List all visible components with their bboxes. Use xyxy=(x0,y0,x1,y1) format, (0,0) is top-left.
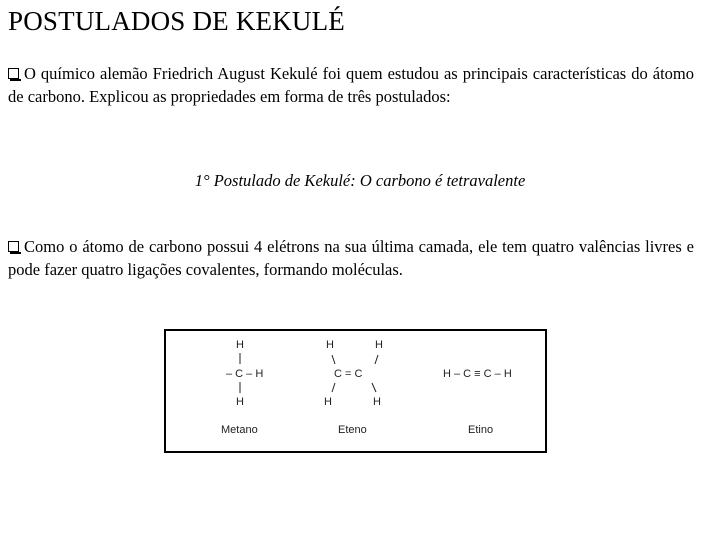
metano-top-h: H xyxy=(236,339,244,351)
explanation-text: Como o átomo de carbono possui 4 elétrons na sua última camada, ele tem quatro valências livres e pode fazer quatro ligações covalentes, formando moléculas. xyxy=(8,237,694,279)
intro-paragraph xyxy=(8,62,694,108)
eteno-bond-br xyxy=(372,383,376,392)
eteno-bond-bl xyxy=(332,383,335,392)
eteno-bond-tr xyxy=(375,355,378,364)
metano-middle: – C – H xyxy=(226,368,264,380)
checkbox-bullet-icon xyxy=(8,241,19,252)
explanation-paragraph xyxy=(8,235,694,281)
etino-formula: H – C ≡ C – H xyxy=(443,368,512,380)
metano-caption: Metano xyxy=(221,424,258,436)
eteno-middle: C = C xyxy=(334,368,363,380)
intro-text: O químico alemão Friedrich August Kekulé foi quem estudou as principais características do átomo de carbono. Explicou as propriedades em forma de três postulados: xyxy=(8,64,694,106)
eteno-structure xyxy=(324,339,383,408)
etino-structure xyxy=(443,368,512,380)
page-title: POSTULADOS DE KEKULÉ xyxy=(8,6,345,36)
eteno-top-right-h: H xyxy=(375,339,383,351)
eteno-bond-tl xyxy=(332,355,335,364)
eteno-bottom-left-h: H xyxy=(324,396,332,408)
etino-caption: Etino xyxy=(468,424,494,436)
structural-formulas-figure xyxy=(164,329,547,453)
eteno-bottom-right-h: H xyxy=(373,396,381,408)
eteno-caption: Eteno xyxy=(338,424,367,436)
eteno-top-left-h: H xyxy=(326,339,334,351)
postulate-heading: 1° Postulado de Kekulé: O carbono é tetravalente xyxy=(194,171,526,190)
checkbox-bullet-icon xyxy=(8,68,19,79)
metano-structure xyxy=(226,339,263,408)
metano-bottom-h: H xyxy=(236,396,244,408)
